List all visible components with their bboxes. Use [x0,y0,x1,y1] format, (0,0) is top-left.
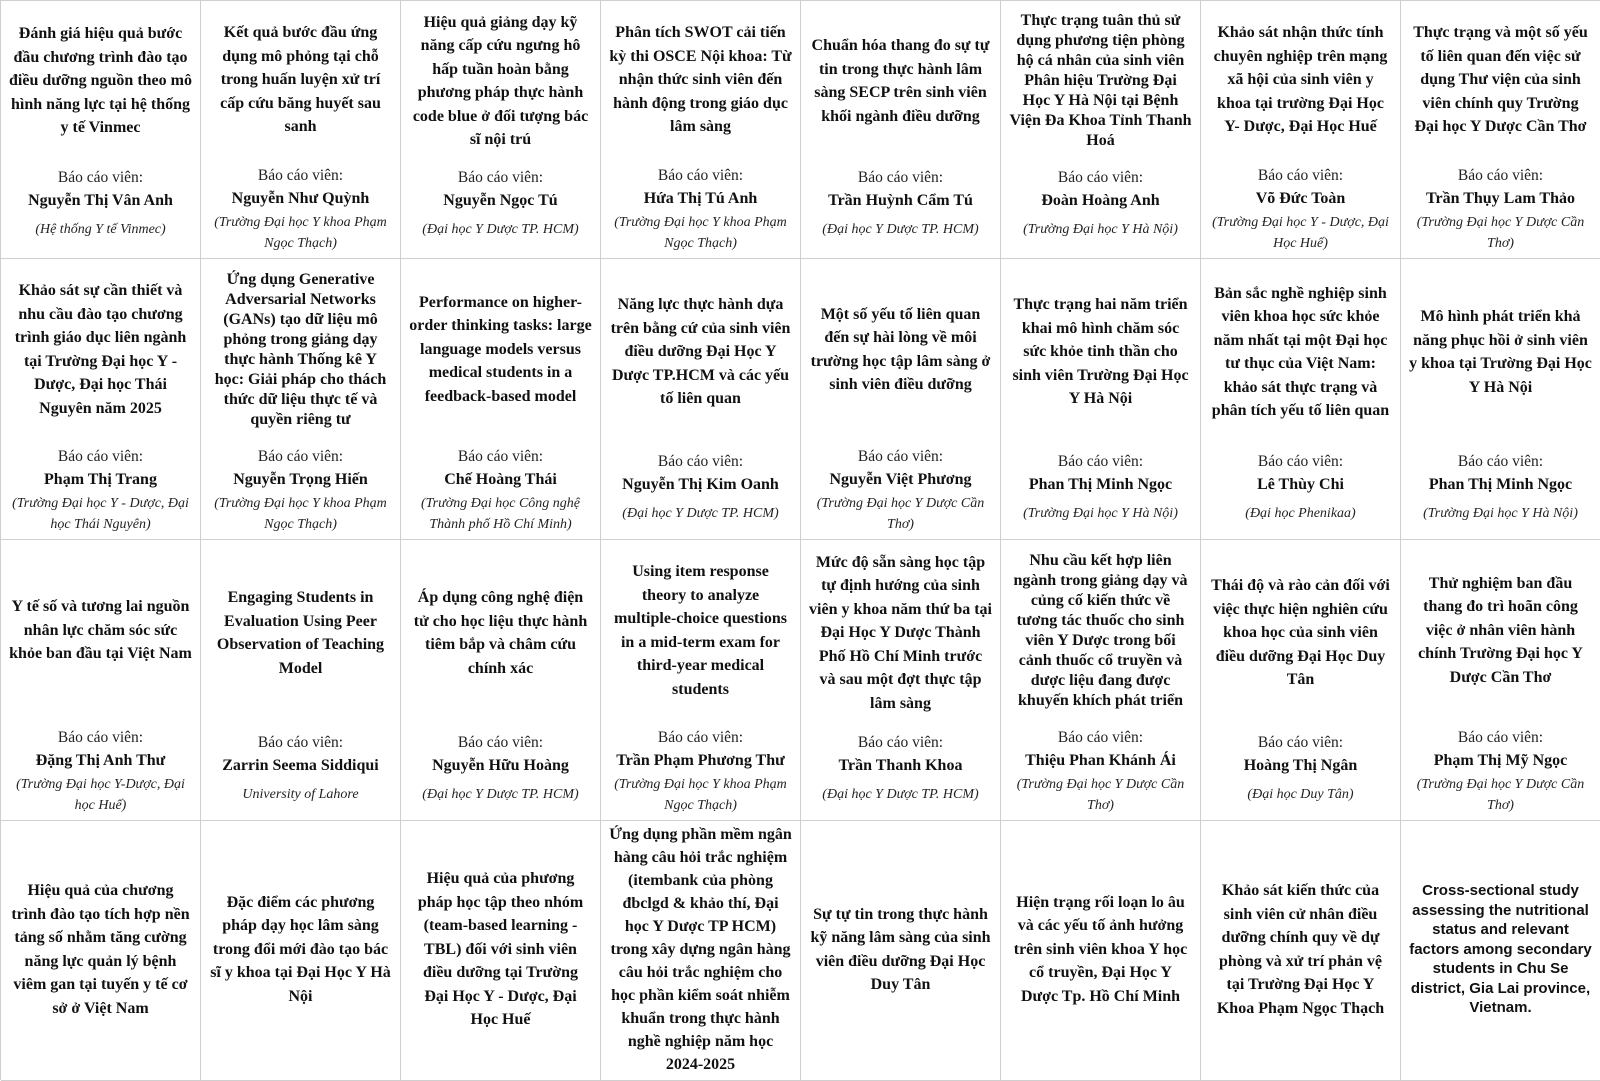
session-cell [1001,540,1201,821]
speaker-affiliation: (Đại học Y Dược TP. HCM) [822,787,979,802]
speaker-name: Nguyễn Ngọc Tú [443,192,558,209]
speaker-affiliation: (Trường Đại học Y Hà Nội) [1023,222,1178,237]
speaker-affiliation: (Đại học Y Dược TP. HCM) [822,222,979,237]
session-cell [601,259,801,540]
session-cell [801,540,1001,821]
talk-title: Engaging Students in Evaluation Using Peer Observation of Teaching Model [216,589,385,677]
speaker-name: Nguyễn Như Quỳnh [231,190,370,207]
session-cell [201,1,401,259]
talk-title: Đặc điểm các phương pháp dạy học lâm sàng trong đổi mới đào tạo bác sĩ y khoa tại Đại Học Y Hà Nội [210,893,391,1005]
speaker-name: Trần Huỳnh Cẩm Tú [828,192,973,209]
speaker-affiliation: (Trường Đại học Y khoa Phạm Ngọc Thạch) [214,496,387,532]
speaker-affiliation: (Trường Đại học Y Dược Cần Thơ) [1416,215,1585,251]
session-cell [1201,1,1401,259]
session-cell [401,540,601,821]
speaker-name: Chế Hoàng Thái [444,471,557,488]
speaker-label: Báo cáo viên: [657,167,744,184]
speaker-name: Lê Thùy Chi [1257,476,1344,493]
speaker-name: Nguyễn Việt Phương [829,471,972,488]
talk-title: Thử nghiệm ban đầu thang đo trì hoãn công việc ở nhân viên hành chính Trường Đại học Y Dược Cần Thơ [1418,574,1583,686]
speaker-name: Thiệu Phan Khánh Ái [1025,752,1176,769]
talk-title: Y tế số và tương lai nguồn nhân lực chăm sóc sức khỏe ban đầu tại Việt Nam [9,598,192,663]
speaker-label: Báo cáo viên: [457,448,544,465]
speaker-affiliation: (Trường Đại học Y khoa Phạm Ngọc Thạch) [214,215,387,251]
speaker-affiliation: (Trường Đại học Y khoa Phạm Ngọc Thạch) [614,777,787,813]
session-cell [1,259,201,540]
talk-title: Thực trạng tuân thủ sử dụng phương tiện phòng hộ cá nhân của sinh viên Phân hiệu Trường Đại Học Y Hà Nội tại Bệnh Viện Đa Khoa Tỉnh Thanh Hoá [1009,12,1192,149]
talk-title: Mô hình phát triển khả năng phục hồi ở sinh viên y khoa tại Trường Đại Học Y Hà Nội [1409,308,1592,396]
talk-title: Using item response theory to analyze multiple-choice questions in a mid-term exam for third-year medical students [614,563,787,698]
speaker-affiliation: (Đại học Phenikaa) [1245,506,1356,521]
session-cell [1201,259,1401,540]
speaker-affiliation: (Hệ thống Y tế Vinmec) [35,222,166,237]
session-cell [1001,1,1201,259]
talk-title: Một số yếu tố liên quan đến sự hài lòng về môi trường học tập lâm sàng ở sinh viên điều dưỡng [810,305,991,393]
speaker-name: Zarrin Seema Siddiqui [222,757,379,774]
talk-title: Khảo sát kiến thức của sinh viên cử nhân điều dưỡng chính quy về dự phòng và xử trí phản vệ tại Trường Đại Học Y Khoa Phạm Ngọc Thạch [1216,882,1385,1017]
session-cell [401,1,601,259]
talk-title: Khảo sát sự cần thiết và nhu cầu đào tạo chương trình giáo dục liên ngành tại Trường Đại học Y - Dược, Đại học Thái Nguyên năm 2025 [14,282,187,417]
speaker-affiliation: (Đại học Duy Tân) [1247,787,1354,802]
speaker-affiliation: (Trường Đại học Y - Dược, Đại Học Huế) [1212,215,1389,251]
speaker-affiliation: (Đại học Y Dược TP. HCM) [422,787,579,802]
speaker-label: Báo cáo viên: [1057,169,1144,186]
speaker-label: Báo cáo viên: [457,734,544,751]
speaker-affiliation: (Trường Đại học Y Dược Cần Thơ) [816,496,985,532]
speaker-name: Đặng Thị Anh Thư [35,752,166,769]
speaker-affiliation: (Đại học Y Dược TP. HCM) [622,506,779,521]
talk-title: Hiệu quả của chương trình đào tạo tích hợp nền tảng số nhằm tăng cường năng lực quản lý bệnh viêm gan tại tuyến y tế cơ sở ở Việt Nam [11,882,190,1017]
speaker-affiliation: (Trường Đại học Y - Dược, Đại học Thái Nguyên) [12,496,189,532]
speaker-label: Báo cáo viên: [857,734,944,751]
speaker-name: Võ Đức Toàn [1255,190,1346,207]
speaker-label: Báo cáo viên: [257,734,344,751]
talk-title: Đánh giá hiệu quả bước đầu chương trình đào tạo điều dưỡng nguồn theo mô hình năng lực tại hệ thống y tế Vinmec [9,25,192,137]
speaker-name: Nguyễn Hữu Hoàng [432,757,569,774]
session-cell [1,1,201,259]
speaker-name: Nguyễn Thị Kim Oanh [622,476,779,493]
session-cell [201,259,401,540]
session-cell [1401,1,1600,259]
session-cell [601,1,801,259]
session-cell [1201,540,1401,821]
speaker-label: Báo cáo viên: [57,729,144,746]
speaker-label: Báo cáo viên: [1457,453,1544,470]
speaker-name: Phạm Thị Mỹ Ngọc [1433,752,1568,769]
speaker-affiliation: (Trường Đại học Y khoa Phạm Ngọc Thạch) [614,215,787,251]
speaker-label: Báo cáo viên: [1457,729,1544,746]
session-cell [401,821,601,1081]
speaker-label: Báo cáo viên: [657,453,744,470]
speaker-name: Trần Phạm Phương Thư [616,752,785,769]
talk-title: Thái độ và rào cản đối với việc thực hiện nghiên cứu khoa học của sinh viên điều dưỡng Đại Học Duy Tân [1211,577,1390,689]
session-cell [1001,821,1201,1081]
speaker-name: Trần Thanh Khoa [838,757,963,774]
session-cell [201,540,401,821]
session-cell [1,821,201,1081]
speaker-label: Báo cáo viên: [1257,167,1344,184]
session-cell [401,259,601,540]
session-cell [801,1,1001,259]
speaker-label: Báo cáo viên: [657,729,744,746]
talk-title: Hiệu quả của phương pháp học tập theo nhóm (team-based learning - TBL) đối với sinh viên điều dưỡng tại Trường Đại Học Y - Dược, Đại Học Huế [417,870,584,1029]
talk-title: Năng lực thực hành dựa trên bằng cứ của sinh viên điều dưỡng Đại Học Y Dược TP.HCM và các yếu tố liên quan [610,296,791,408]
speaker-name: Nguyễn Trọng Hiến [233,471,368,488]
talk-title: Cross-sectional study assessing the nutritional status and relevant factors among secondary students in Chu Se district, Gia Lai province, Vietnam. [1409,882,1592,1017]
speaker-label: Báo cáo viên: [257,167,344,184]
session-cell [1201,821,1401,1081]
talk-title: Sự tự tin trong thực hành kỹ năng lâm sàng của sinh viên điều dưỡng Đại Học Duy Tân [810,905,991,993]
speaker-label: Báo cáo viên: [857,169,944,186]
speaker-label: Báo cáo viên: [1457,167,1544,184]
speaker-affiliation: (Trường Đại học Y Hà Nội) [1423,506,1578,521]
speaker-name: Phan Thị Minh Ngọc [1428,476,1573,493]
speaker-name: Đoàn Hoàng Anh [1041,192,1160,209]
speaker-label: Báo cáo viên: [857,448,944,465]
speaker-affiliation: University of Lahore [242,787,359,802]
talk-title: Mức độ sẵn sàng học tập tự định hướng của sinh viên y khoa năm thứ ba tại Đại Học Y Dược Thành Phố Hồ Chí Minh trước và sau một đợt thực tập lâm sàng [809,553,992,712]
speaker-name: Hoàng Thị Ngân [1243,757,1358,774]
talk-title: Thực trạng hai năm triển khai mô hình chăm sóc sức khỏe tinh thần cho sinh viên Trường Đại Học Y Hà Nội [1012,296,1189,408]
speaker-name: Phan Thị Minh Ngọc [1028,476,1173,493]
talk-title: Hiện trạng rối loạn lo âu và các yếu tố ảnh hưởng trên sinh viên khoa Y học cổ truyền, Đại Học Y Dược Tp. Hồ Chí Minh [1013,893,1188,1005]
talk-title: Áp dụng công nghệ điện tử cho học liệu thực hành tiêm bắp và châm cứu chính xác [413,589,588,677]
talk-title: Ứng dụng phần mềm ngân hàng câu hỏi trắc nghiệm (itembank của phòng đbclgd & khảo thí, Đại học Y Dược TP HCM) trong xây dựng ngân hàng câu hỏi trắc nghiệm cho học phần kiểm soát nhiễm khuẩn trong thực hành nghề nghiệp năm học 2024-2025 [609,826,792,1073]
talk-title: Phân tích SWOT cải tiến kỳ thi OSCE Nội khoa: Từ nhận thức sinh viên đến hành động trong giáo dục lâm sàng [609,24,792,136]
talk-title: Chuẩn hóa thang đo sự tự tin trong thực hành lâm sàng SECP trên sinh viên khối ngành điều dưỡng [811,37,990,125]
session-cell [601,821,801,1081]
talk-title: Thực trạng và một số yếu tố liên quan đến việc sử dụng Thư viện của sinh viên chính quy Trường Đại học Y Dược Cần Thơ [1413,24,1588,136]
speaker-label: Báo cáo viên: [1257,453,1344,470]
session-cell [801,821,1001,1081]
talk-title: Performance on higher-order thinking tasks: large language models versus medical students in a feedback-based model [409,293,592,405]
talk-title: Hiệu quả giảng dạy kỹ năng cấp cứu ngưng hô hấp tuần hoàn bằng phương pháp thực hành code blue ở đối tượng bác sĩ nội trú [412,13,589,148]
speaker-label: Báo cáo viên: [1057,729,1144,746]
speaker-name: Phạm Thị Trang [44,471,157,488]
session-cell [201,821,401,1081]
speaker-affiliation: (Trường Đại học Y Dược Cần Thơ) [1416,777,1585,813]
session-cell [1,540,201,821]
speaker-label: Báo cáo viên: [1257,734,1344,751]
speaker-affiliation: (Trường Đại học Y Dược Cần Thơ) [1016,777,1185,813]
speaker-affiliation: (Trường Đại học Y Hà Nội) [1023,506,1178,521]
speaker-label: Báo cáo viên: [457,169,544,186]
talk-title: Kết quả bước đầu ứng dụng mô phỏng tại chỗ trong huấn luyện xử trí cấp cứu băng huyết sau sanh [220,24,381,136]
talk-title: Nhu cầu kết hợp liên ngành trong giảng dạy và củng cố kiến thức về tương tác thuốc cho sinh viên Y Dược trong bối cảnh thuốc cổ truyền và dược liệu đang được khuyến khích phát triển [1013,551,1188,709]
session-cell [601,540,801,821]
session-cell [1401,821,1600,1081]
speaker-label: Báo cáo viên: [257,448,344,465]
speaker-name: Hứa Thị Tú Anh [643,190,758,207]
talk-title: Khảo sát nhận thức tính chuyên nghiệp trên mạng xã hội của sinh viên y khoa tại trường Đại Học Y- Dược, Đại Học Huế [1213,24,1388,136]
speaker-label: Báo cáo viên: [1057,453,1144,470]
speaker-label: Báo cáo viên: [57,448,144,465]
session-cell [1401,540,1600,821]
talk-title: Bản sắc nghề nghiệp sinh viên khoa học sức khỏe năm nhất tại một Đại học tư thục của Việt Nam: khảo sát thực trạng và phân tích yếu tố liên quan [1211,284,1390,419]
session-cell [1401,259,1600,540]
speaker-name: Nguyễn Thị Vân Anh [28,192,173,209]
session-cell [1001,259,1201,540]
session-cell [801,259,1001,540]
talk-title: Ứng dụng Generative Adversarial Networks (GANs) tạo dữ liệu mô phỏng trong giảng dạy thực hành Thống kê Y học: Giải pháp cho thách thức dữ liệu thực tế và quyền riêng tư [214,270,387,428]
speaker-name: Trần Thụy Lam Thảo [1426,190,1575,207]
speaker-affiliation: (Trường Đại học Y-Dược, Đại học Huế) [16,777,185,813]
speaker-label: Báo cáo viên: [57,169,144,186]
speaker-affiliation: (Đại học Y Dược TP. HCM) [422,222,579,237]
speaker-affiliation: (Trường Đại học Công nghệ Thành phố Hồ Chí Minh) [421,496,580,532]
